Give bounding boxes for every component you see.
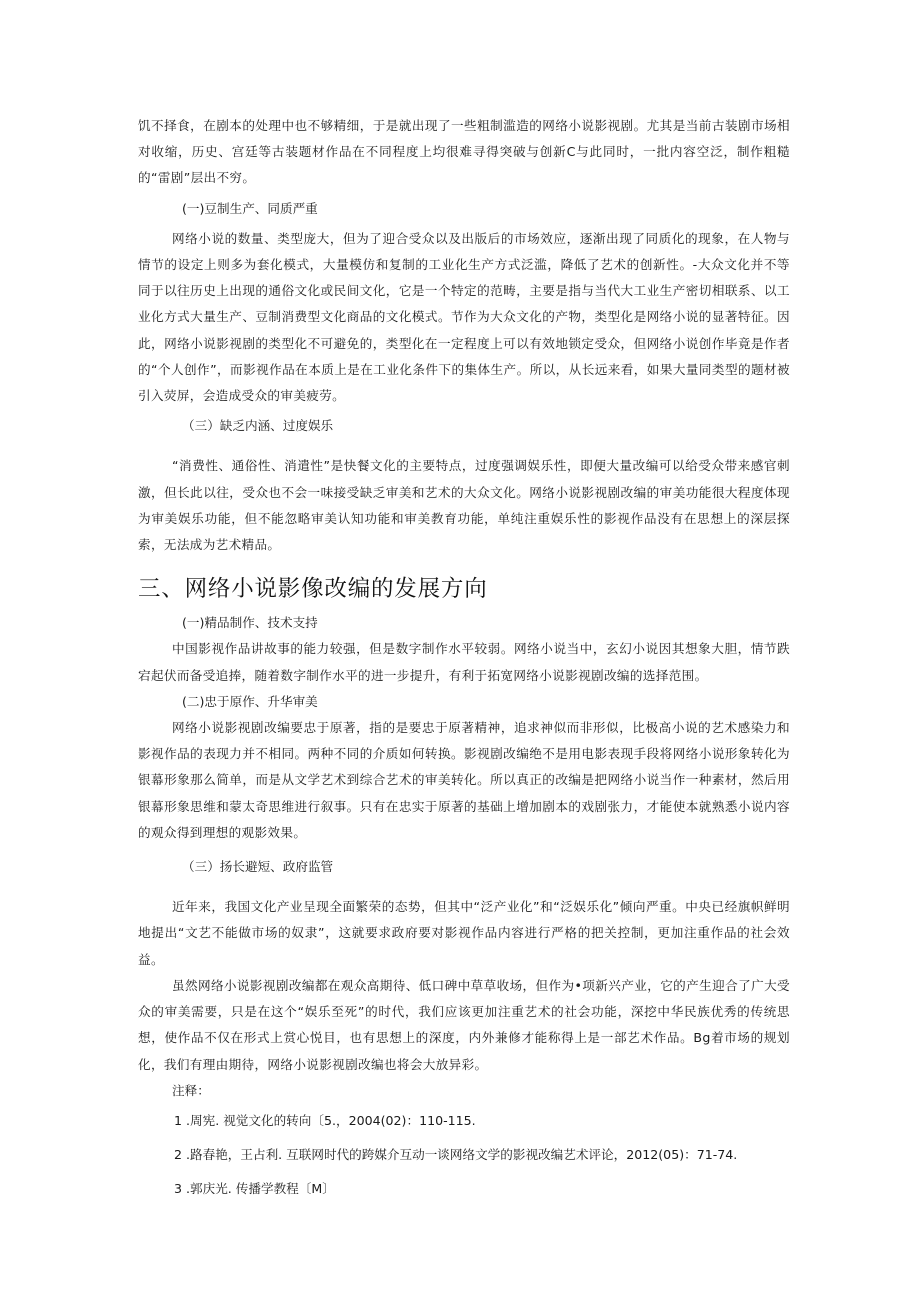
subheading-homogeneity: (一)豆制生产、同质严重 (182, 200, 318, 216)
subheading-government-supervision: （三）扬长避短、政府监管 (182, 859, 334, 875)
reference-item-1: 1 .周宪. 视觉文化的转向〔5.，2004(02)：110-115. (174, 1112, 476, 1128)
reference-item-2: 2 .路春艳，王占利. 互联网时代的跨媒介互动一谈网络文学的影视改编艺术评论，2012(05)：71-74. (174, 1147, 738, 1163)
paragraph-over-entertainment: “消费性、通俗性、消遣性”是快餐文化的主要特点，过度强调娱乐性，即便大量改编可以给受众带来感官刺激，但长此以往，受众也不会一味接受缺乏审美和艺术的大众文化。网络小说影视剧改编的审美功能很大程度体现为审美娱乐功能，但不能忽略审美认知功能和审美教育功能，单纯注重娱乐性的影视作品没有在思想上的深层探索，无法成为艺术精品。 (138, 458, 790, 553)
reference-item-3: 3 .郭庆光. 传播学教程〔M〕 (174, 1181, 335, 1197)
paragraph-government-supervision: 近年来，我国文化产业呈现全面繁荣的态势，但其中“泛产业化”和“泛娱乐化”倾向严重。中央已经旗帜鲜明地提出“文艺不能做市场的奴隶”，这就要求政府要对影视作品内容进行严格的把关控制，更加注重作品的社会效益。 (138, 899, 790, 967)
paragraph-homogeneity: 网络小说的数量、类型庞大，但为了迎合受众以及出版后的市场效应，逐渐出现了同质化的现象，在人物与情节的设定上则多为套化模式，大量模仿和复制的工业化生产方式泛滥，降低了艺术的创新性。-大众文化并不等同于以往历史上出现的通俗文化或民间文化，它是一个特定的范畴，主要是指与当代大工业生产密切相联系、以工业化方式大量生产、豆制消费型文化商品的文化模式。节作为大众文化的产物，类型化是网络小说的显著特征。因此，网络小说影视剧的类型化不可避免的，类型化在一定程度上可以有效地锁定受众，但网络小说创作毕竟是作者的“个人创作”，而影视作品在本质上是在工业化条件下的集体生产。所以，从长远来看，如果大量同类型的题材被引入荧屏，会造成受众的审美疲劳。 (138, 230, 790, 404)
subheading-quality-production: (一)精品制作、技术支持 (182, 615, 318, 631)
paragraph-leech-production: 饥不择食，在剧本的处理中也不够精细，于是就出现了一些粗制滥造的网络小说影视剧。尤其是当前古装剧市场相对收缩，历史、宫廷等古装题材作品在不同程度上均很难寻得突破与创新C与此同时，一批内容空泛，制作粗糙的“雷剧”层出不穷。 (138, 118, 790, 186)
subheading-over-entertainment: （三）缺乏内涵、过度娱乐 (182, 418, 334, 434)
document-page (138, 113, 790, 1203)
paragraph-conclusion: 虽然网络小说影视剧改编都在观众高期待、低口碑中草草收场，但作为•项新兴产业，它的产生迎合了广大受众的审美需要，只是在这个“娱乐至死”的时代，我们应该更加注重艺术的社会功能，深挖中华民族优秀的传统思想，使作品不仅在形式上赏心悦目，也有思想上的深度，内外兼修才能称得上是一部艺术作品。Bg着市场的规划化，我们有理由期待，网络小说影视剧改编也将会大放异彩。 (138, 977, 790, 1072)
paragraph-faithful-original: 网络小说影视剧改编要忠于原著，指的是要忠于原著精神，追求神似而非形似，比极高小说的艺术感染力和影视作品的表现力并不相同。两种不同的介质如何转换。影视剧改编绝不是用电影表现手段将网络小说形象转化为银幕形象那么简单，而是从文学艺术到综合艺术的审美转化。所以真正的改编是把网络小说当作一种素材，然后用银幕形象思维和蒙太奇思维进行叙事。只有在忠实于原著的基础上增加剧本的戏剧张力，才能使本就熟悉小说内容的观众得到理想的观影效果。 (138, 720, 790, 840)
section-heading-development-direction: 三、网络小说影像改编的发展方向 (138, 576, 488, 603)
subheading-faithful-original: (二)忠于原作、升华审美 (182, 693, 318, 709)
paragraph-quality-production: 中国影视作品讲故事的能力较强，但是数字制作水平较弱。网络小说当中，玄幻小说因其想象大胆，情节跌宕起伏而备受追捧，随着数字制作水平的进一步提升，有利于拓宽网络小说影视剧改编的选择范围。 (138, 641, 790, 683)
notes-label: 注释： (172, 1082, 210, 1098)
